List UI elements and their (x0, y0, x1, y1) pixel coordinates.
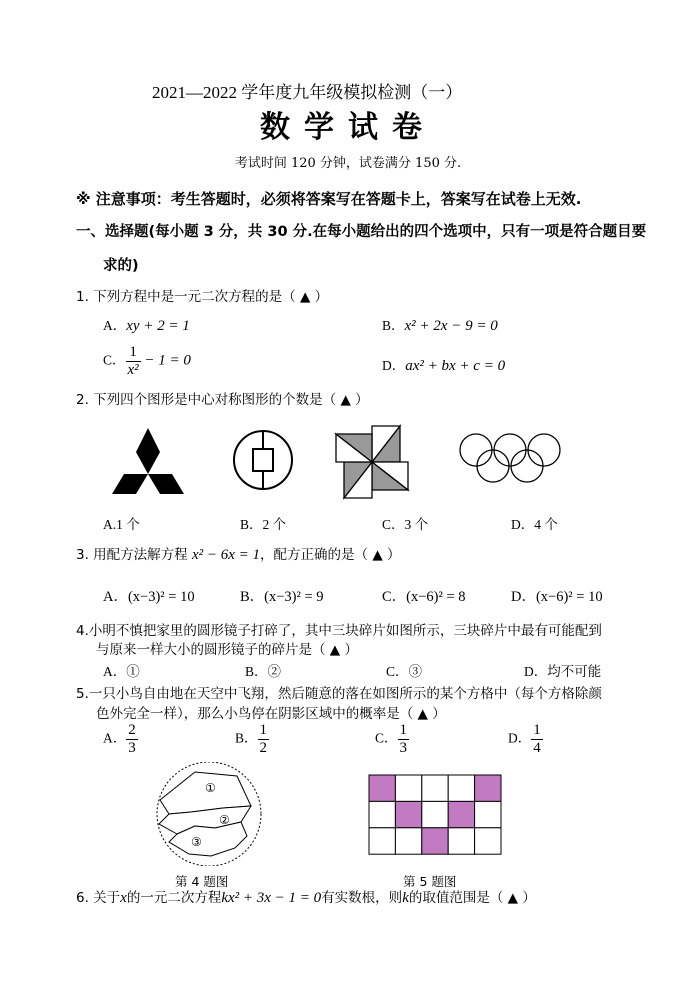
q1-option-b-expr: x² + 2x − 9 = 0 (404, 318, 498, 334)
q5-a-numerator: 2 (128, 722, 136, 738)
q5-option-c-label: C． (375, 730, 398, 746)
grid-cell (395, 828, 421, 854)
q5-stem-line2: 色外完全一样），那么小鸟停在阴影区域中的概率是（ ▲ ） (96, 706, 446, 722)
q1-option-c-label: C． (103, 352, 126, 368)
q2-option-d: D．4 个 (511, 517, 558, 532)
grid-cell (475, 828, 501, 854)
q2-option-c: C．3 个 (382, 517, 429, 532)
q4-option-c: C．③ (386, 664, 423, 679)
q6-var-x: x (120, 890, 127, 906)
q1-option-d-label: D． (382, 358, 406, 373)
q5-c-denominator: 3 (399, 740, 408, 756)
section-heading: 一、选择题(每小题 3 分，共 30 分.在每小题给出的四个选项中，只有一项是符合题目要 (76, 224, 647, 240)
piece-label-3: ③ (191, 835, 202, 849)
exam-info: 考试时间 120 分钟，试卷满分 150 分. (234, 156, 462, 171)
q5-d-denominator: 4 (533, 740, 541, 756)
q5-option-c (375, 722, 409, 757)
q3-option-d: D．(x−6)² = 10 (511, 589, 603, 605)
grid-cell (475, 801, 501, 827)
q1-option-a-expr: xy + 2 = 1 (126, 318, 190, 334)
section-heading-cont: 求的) (103, 258, 139, 274)
grid-cell (448, 775, 474, 801)
q1-option-c-rest: − 1 = 0 (140, 352, 191, 369)
grid-cell-shaded (395, 801, 421, 827)
q5-c-numerator: 1 (399, 722, 408, 738)
q2-option-b: B．2 个 (240, 517, 287, 532)
q1-c-numerator: 1 (126, 344, 141, 362)
q3-stem-pre: 3. 用配方法解方程 (76, 547, 192, 563)
q5-grid-figure (368, 774, 503, 857)
q5-option-a (103, 722, 138, 757)
q1-option-a-label: A． (103, 318, 127, 333)
q6-stem-mid: 的一元二次方程 (126, 890, 222, 906)
q4-option-d: D．均不可能 (524, 664, 602, 679)
q4-option-b: B．② (245, 664, 282, 679)
grid-cell (422, 775, 448, 801)
q5-option-a-fraction (126, 722, 138, 757)
q3-stem-expr: x² − 6x = 1 (191, 547, 261, 563)
q5-option-b (235, 722, 269, 757)
q6-stem-expr: kx² + 3x − 1 = 0 (221, 890, 322, 906)
q5-option-c-fraction (398, 722, 410, 757)
grid-cell (395, 775, 421, 801)
grid-cell-shaded (448, 801, 474, 827)
q5-option-b-fraction (258, 722, 270, 757)
q2-stem: 2. 下列四个图形是中心对称图形的个数是（ ▲ ） (76, 392, 369, 408)
q4-stem-line2: 与原来一样大小的圆形镜子的碎片是（ ▲ ） (96, 642, 358, 658)
piece-label-1: ① (205, 781, 216, 795)
q5-option-a-label: A． (103, 730, 127, 746)
notice: ※ 注意事项：考生答题时，必须将答案写在答题卡上，答案写在试卷上无效. (76, 190, 582, 208)
q3-stem (76, 543, 401, 564)
q2-option-a: A.1 个 (103, 517, 140, 532)
q5-option-d (508, 722, 543, 757)
grid-cell-shaded (369, 775, 395, 801)
q5-stem-line1: 5.一只小鸟自由地在天空中飞翔，然后随意的落在如图所示的某个方格中（每个方格除颜 (76, 686, 602, 702)
page-title: 数学试卷 (260, 110, 436, 145)
q5-option-d-fraction (531, 722, 543, 757)
q1-stem: 1. 下列方程中是一元二次方程的是（ ▲ ） (76, 289, 329, 305)
q5-b-numerator: 1 (259, 722, 268, 738)
grid-cell (448, 828, 474, 854)
grid-cell (369, 828, 395, 854)
q6-stem (76, 886, 536, 907)
q1-option-b (382, 314, 498, 335)
q5-figure-caption: 第 5 题图 (403, 874, 457, 889)
q3-option-a: A．(x−3)² = 10 (103, 589, 195, 605)
q4-mirror-figure (145, 762, 275, 866)
coin-figure (234, 431, 292, 489)
q1-option-d-expr: ax² + bx + c = 0 (405, 358, 506, 374)
q5-d-numerator: 1 (533, 722, 541, 738)
olympic-rings-figure (460, 434, 560, 482)
q4-figure-caption: 第 4 题图 (175, 874, 229, 889)
q3-option-b: B．(x−3)² = 9 (240, 589, 324, 605)
q1-option-b-label: B． (382, 318, 405, 333)
q6-stem-mid2: 有实数根，则 (321, 890, 403, 906)
grid-cell (369, 801, 395, 827)
piece-label-2: ② (219, 813, 230, 827)
pinwheel-figure (336, 426, 408, 498)
q6-stem-post: 的取值范围是（ ▲ ） (408, 890, 536, 906)
q5-option-d-label: D． (508, 730, 532, 746)
q1-option-c (103, 344, 191, 379)
q4-stem-line1: 4.小明不慎把家里的圆形镜子打碎了，其中三块碎片如图所示，三块碎片中最有可能配到 (76, 623, 602, 639)
year-line: 2021—2022 学年度九年级模拟检测（一） (152, 83, 463, 102)
q3-stem-post: ，配方正确的是（ ▲ ） (260, 547, 401, 563)
q5-b-denominator: 2 (259, 740, 268, 756)
q1-option-a (103, 314, 190, 335)
q5-a-denominator: 3 (128, 740, 136, 756)
grid-cell-shaded (475, 775, 501, 801)
grid-cell-shaded (422, 828, 448, 854)
q2-figures (100, 418, 580, 510)
q6-stem-pre: 6. 关于 (76, 890, 121, 906)
q6-var-k: k (402, 890, 409, 906)
q4-option-a: A．① (103, 664, 140, 679)
three-diamonds-figure (112, 428, 184, 494)
q3-option-c: C．(x−6)² = 8 (382, 589, 466, 605)
q1-option-d (382, 354, 505, 375)
q5-option-b-label: B． (235, 730, 258, 746)
q1-c-denominator: x² (127, 362, 139, 378)
grid-cell (422, 801, 448, 827)
q1-option-c-fraction (126, 344, 141, 379)
